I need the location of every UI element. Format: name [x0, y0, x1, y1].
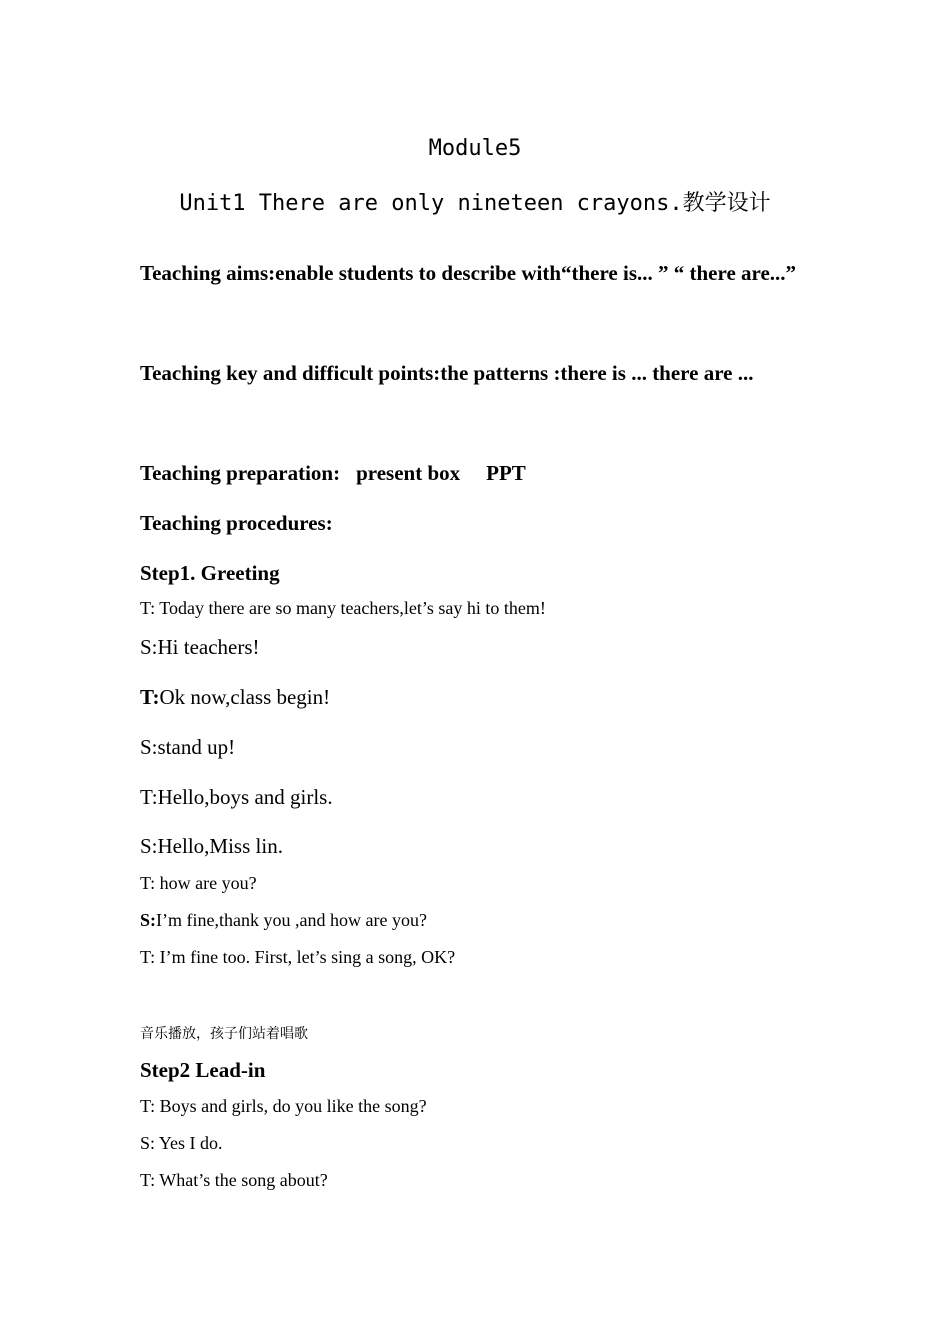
stage-note: 音乐播放，孩子们站着唱歌 — [140, 1026, 308, 1042]
dialogue-line: T: I’m fine too. First, let’s sing a song, OK? — [140, 947, 456, 967]
preparation-item-present-box: present box — [356, 461, 461, 485]
dialogue-line: T: Today there are so many teachers,let’s say hi to them! — [140, 598, 546, 618]
preparation-label: Teaching preparation: — [140, 461, 341, 485]
dialogue-line: T:Hello,boys and girls. — [140, 785, 333, 809]
dialogue-line: S:stand up! — [140, 735, 236, 759]
teaching-procedures-heading: Teaching procedures: — [140, 511, 333, 535]
dialogue-text: Ok now,class begin! — [159, 685, 331, 709]
dialogue-line — [140, 685, 330, 710]
speaker-label: T: — [140, 685, 160, 709]
preparation-item-ppt: PPT — [486, 461, 526, 485]
teaching-preparation — [140, 461, 526, 486]
step2-heading: Step2 Lead-in — [140, 1058, 266, 1082]
dialogue-line: S:Hi teachers! — [140, 635, 260, 659]
module-title: Module5 — [428, 136, 522, 161]
dialogue-line: T: What’s the song about? — [140, 1170, 328, 1190]
dialogue-line — [140, 910, 427, 931]
unit-title: Unit1 There are only nineteen crayons.教学设计 — [179, 191, 771, 216]
dialogue-text: I’m fine,thank you ,and how are you? — [156, 910, 427, 930]
dialogue-line: S: Yes I do. — [140, 1133, 223, 1153]
speaker-label: S: — [140, 910, 157, 930]
dialogue-line: T: how are you? — [140, 873, 257, 893]
step1-heading: Step1. Greeting — [140, 561, 280, 585]
dialogue-line: T: Boys and girls, do you like the song? — [140, 1096, 427, 1116]
teaching-key-points: Teaching key and difficult points:the patterns :there is ... there are ... — [140, 361, 754, 385]
teaching-aims: Teaching aims:enable students to describe with“there is... ” “ there are...” — [140, 261, 797, 285]
dialogue-line: S:Hello,Miss lin. — [140, 834, 283, 858]
